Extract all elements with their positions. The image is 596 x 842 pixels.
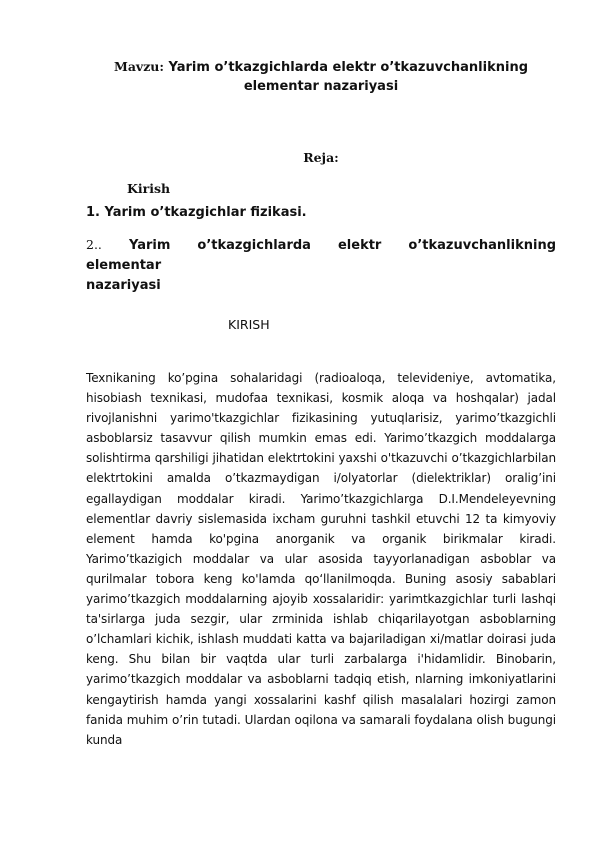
body-paragraph: Texnikaning ko’pgina sohalaridagi (radioaloqa, televideniye, avtomatika, hisobiash texnikasi, mudofaa texnikasi, kosmik aloqa va hoshqalar) jadal rivojlanishni yarimo'tkazgichlar fizikasining yutuqlarisiz, yarimo’tkazgichli asboblarsiz tasavvur qilish mumkin emas edi. Yarimo’tkazgich moddalarga solishtirma qarshiligi jihatidan elektrtokini yaxshi o'tkazuvchi o’tkazgichlarbilan elektrtokini amalda o’tkazmaydigan i/olyatorlar (dielektriklar) oralig’ini egallaydigan moddalar kiradi. Yarimo’tkazgichlarga D.I.Mendeleyevning elementlar davriy sislemasida ixcham guruhni tashkil etuvchi 12 ta kimyoviy element hamda ko'pgina anorganik va organik birikmalar kiradi. Yarimo’tkazigich moddalar va ular asosida tayyorlanadigan asboblar va qurilmalar tobora keng ko'lamda qo‘llanilmoqda. Buning asosiy sabablari yarimo’tkazgich moddalarning ajoyib xossalaridir: yarimtkazgichlar turli lashqi ta'sirlarga juda sezgir, ular zrminida ishlab chiqarilayotgan asboblarning o’lchamlari kichik, ishlash muddati katta va bajariladigan xi/matlar doirasi juda keng. Shu bilan bir vaqtda ular turli zarbalarga i'hidamlidir. Binobarin, yarimo’tkazgich moddalar va asboblarni tadqiq etish, nlarning imkoniyatlarini kengaytirish hamda yangi xossalarini kashf qilish masalalari hozirgi zamon fanida muhim o’rin tutadi. Ulardan oqilona va samarali foydalana olish bugungi kunda (86, 371, 556, 747)
topic-title-line2: elementar nazariyasi (243, 79, 399, 94)
section-heading: KIRISH (228, 317, 270, 332)
plan-item-2-number: 2.. (86, 237, 102, 252)
plan-item-2-text-line1: Yarim o’tkazgichlarda elektr o’tkazuvchanlikning elementar (86, 238, 557, 273)
plan-item-2-first-line (86, 235, 556, 276)
plan-item-1-number: 1. (86, 205, 100, 220)
plan-item-2-text-line2: nazariyasi (86, 278, 161, 293)
plan-item-2 (86, 235, 556, 296)
plan-item-intro: Kirish (127, 181, 171, 196)
plan-item-1-text: Yarim o’tkazgichlar fizikasi. (104, 205, 307, 220)
plan-item-1 (86, 205, 307, 220)
plan-heading: Reja: (303, 150, 339, 165)
topic-title-line1: Yarim o’tkazgichlarda elektr o’tkazuvchanlikning (168, 60, 528, 75)
document-topic (86, 57, 556, 96)
topic-label: Mavzu: (114, 59, 164, 74)
